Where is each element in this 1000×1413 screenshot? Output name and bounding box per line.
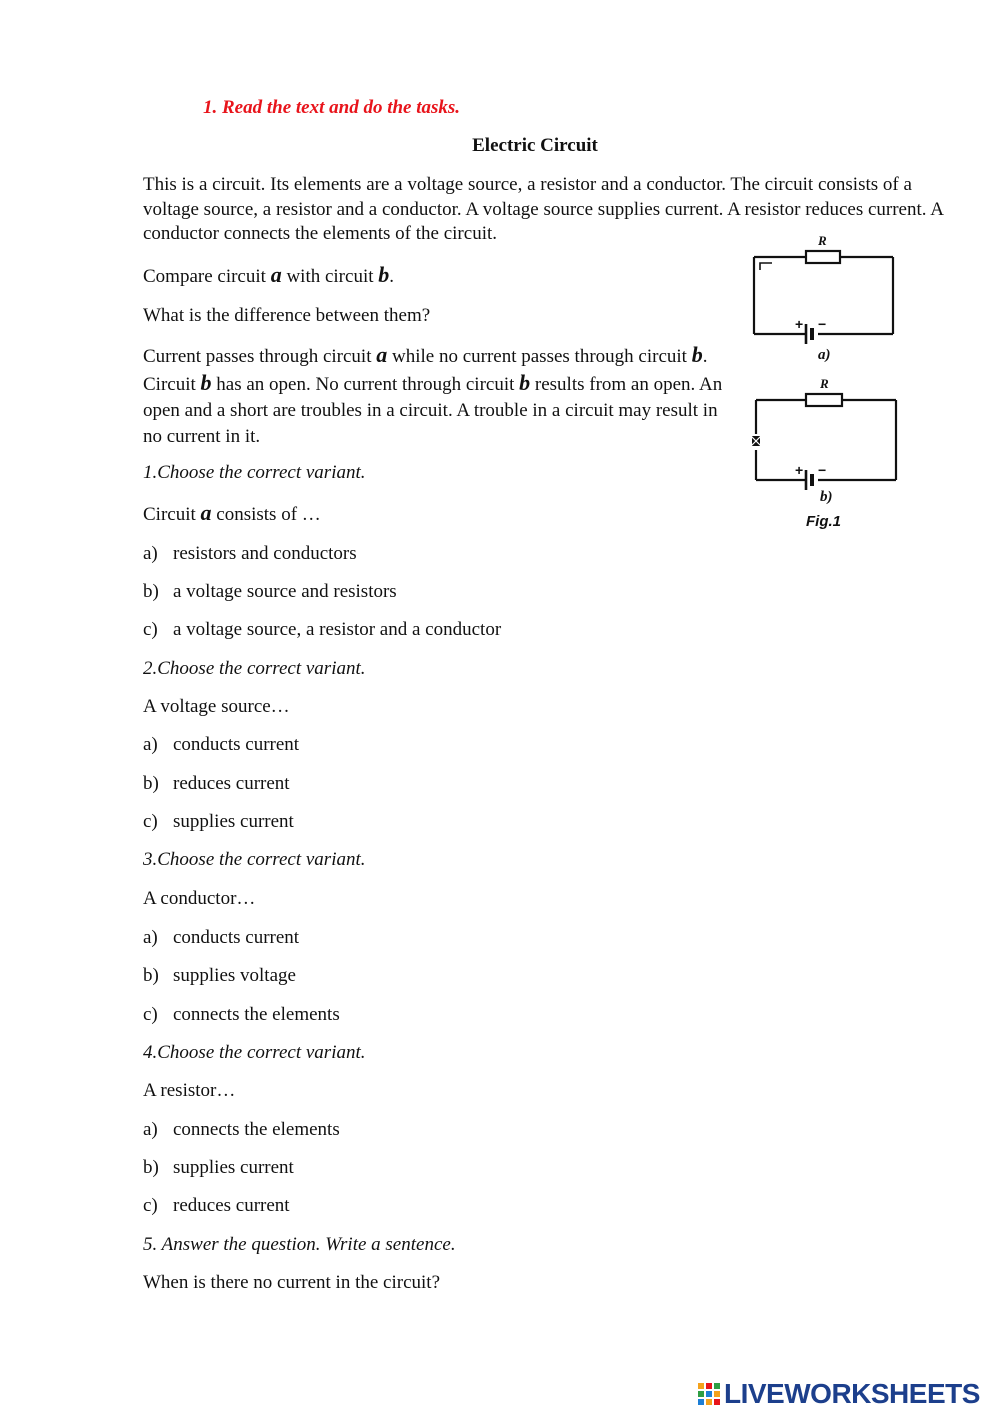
option-letter: a) — [143, 927, 158, 948]
option-letter: b) — [143, 773, 159, 794]
brand-footer — [697, 1377, 980, 1411]
option-text: connects the elements — [173, 1004, 340, 1025]
resistor-b-label: R — [820, 376, 829, 391]
task-5-question: When is there no current in the circuit? — [143, 1272, 441, 1293]
option-text: connects the elements — [173, 1119, 340, 1140]
current-arrow-icon — [760, 263, 772, 270]
current-circuit-b3: b — [519, 370, 531, 395]
battery-b-minus: − — [818, 462, 827, 478]
caption-a: a) — [818, 347, 831, 363]
intro-paragraph: This is a circuit. Its elements are a voltage source, a resistor and a conductor. The circuit consists of a voltage source, a resistor and a conductor. A voltage source supplies current. A resistor reduces current. A conductor connects the elements of the circuit. — [143, 174, 943, 245]
battery-a-minus: − — [818, 316, 827, 332]
task-3-option-b[interactable] — [143, 963, 296, 988]
task-4-option-b[interactable] — [143, 1155, 294, 1180]
current-paragraph — [143, 342, 733, 450]
option-letter: c) — [143, 1004, 158, 1025]
option-letter: c) — [143, 811, 158, 832]
compare-line — [143, 262, 394, 289]
page-title: Electric Circuit — [472, 135, 598, 156]
resistor-a-label: R — [818, 233, 827, 248]
compare-circuit-a: a — [270, 262, 282, 287]
current-circuit-b1: b — [691, 342, 703, 367]
task-2-option-a[interactable] — [143, 732, 299, 757]
current-text-3: . Circuit — [143, 346, 708, 395]
option-text: a voltage source and resistors — [173, 581, 397, 602]
option-text: reduces current — [173, 1195, 290, 1216]
resistor-b — [806, 394, 842, 406]
option-letter: c) — [143, 1195, 158, 1216]
task-1-stem-circuit: a — [200, 500, 212, 525]
difference-question: What is the difference between them? — [143, 305, 431, 326]
task-1-instruction: 1.Choose the correct variant. — [143, 462, 366, 483]
option-letter: a) — [143, 1119, 158, 1140]
task-3-option-a[interactable] — [143, 925, 299, 950]
compare-text-post: . — [389, 266, 394, 287]
option-text: conducts current — [173, 927, 300, 948]
option-letter: b) — [143, 581, 159, 602]
option-letter: b) — [143, 1157, 159, 1178]
option-letter: a) — [143, 543, 158, 564]
task-1-option-a[interactable] — [143, 541, 357, 566]
current-circuit-a: a — [376, 342, 388, 367]
option-letter: b) — [143, 965, 159, 986]
task-4-instruction: 4.Choose the correct variant. — [143, 1042, 366, 1063]
battery-a-plus: + — [795, 316, 804, 332]
option-letter: c) — [143, 619, 158, 640]
task-2-instruction: 2.Choose the correct variant. — [143, 658, 366, 679]
task-3-option-c[interactable] — [143, 1002, 340, 1027]
fig-caption: Fig.1 — [806, 513, 842, 530]
option-text: conducts current — [173, 734, 300, 755]
battery-b-plus: + — [795, 462, 804, 478]
task-1-option-c[interactable] — [143, 617, 501, 642]
task-2-option-c[interactable] — [143, 809, 294, 834]
task-1-stem — [143, 500, 321, 527]
option-letter: a) — [143, 734, 158, 755]
current-text-5: results from an open. An open and a short are troubles in a circuit. A trouble in a circuit may result in no current in it. — [143, 374, 723, 447]
option-text: a voltage source, a resistor and a conductor — [173, 619, 502, 640]
task-4-option-c[interactable] — [143, 1193, 290, 1218]
compare-text-pre: Compare circuit — [143, 266, 271, 287]
option-text: supplies voltage — [173, 965, 296, 986]
current-circuit-b2: b — [200, 370, 212, 395]
option-text: resistors and conductors — [173, 543, 357, 564]
task-4-stem: A resistor… — [143, 1080, 236, 1101]
caption-b: b) — [820, 489, 833, 505]
task-3-stem: A conductor… — [143, 888, 256, 909]
task-header: 1. Read the text and do the tasks. — [203, 97, 461, 118]
liveworksheets-logo-icon — [697, 1381, 721, 1407]
open-break-icon — [750, 435, 762, 447]
task-1-stem-post: consists of … — [211, 504, 321, 525]
task-1-stem-pre: Circuit — [143, 504, 201, 525]
option-text: supplies current — [173, 1157, 294, 1178]
compare-circuit-b: b — [378, 262, 390, 287]
compare-text-mid: with circuit — [281, 266, 379, 287]
current-text-2: while no current passes through circuit — [387, 346, 692, 367]
resistor-a — [806, 251, 840, 263]
task-4-option-a[interactable] — [143, 1117, 340, 1142]
option-text: reduces current — [173, 773, 290, 794]
brand-name: LIVEWORKSHEETS — [724, 1378, 980, 1409]
task-2-option-b[interactable] — [143, 771, 290, 796]
circuit-figure — [740, 228, 915, 538]
task-1-option-b[interactable] — [143, 579, 397, 604]
task-3-instruction: 3.Choose the correct variant. — [143, 849, 366, 870]
current-text-4: has an open. No current through circuit — [211, 374, 520, 395]
task-2-stem: A voltage source… — [143, 696, 290, 717]
current-text-1: Current passes through circuit — [143, 346, 377, 367]
task-5-instruction: 5. Answer the question. Write a sentence. — [143, 1234, 456, 1255]
option-text: supplies current — [173, 811, 294, 832]
